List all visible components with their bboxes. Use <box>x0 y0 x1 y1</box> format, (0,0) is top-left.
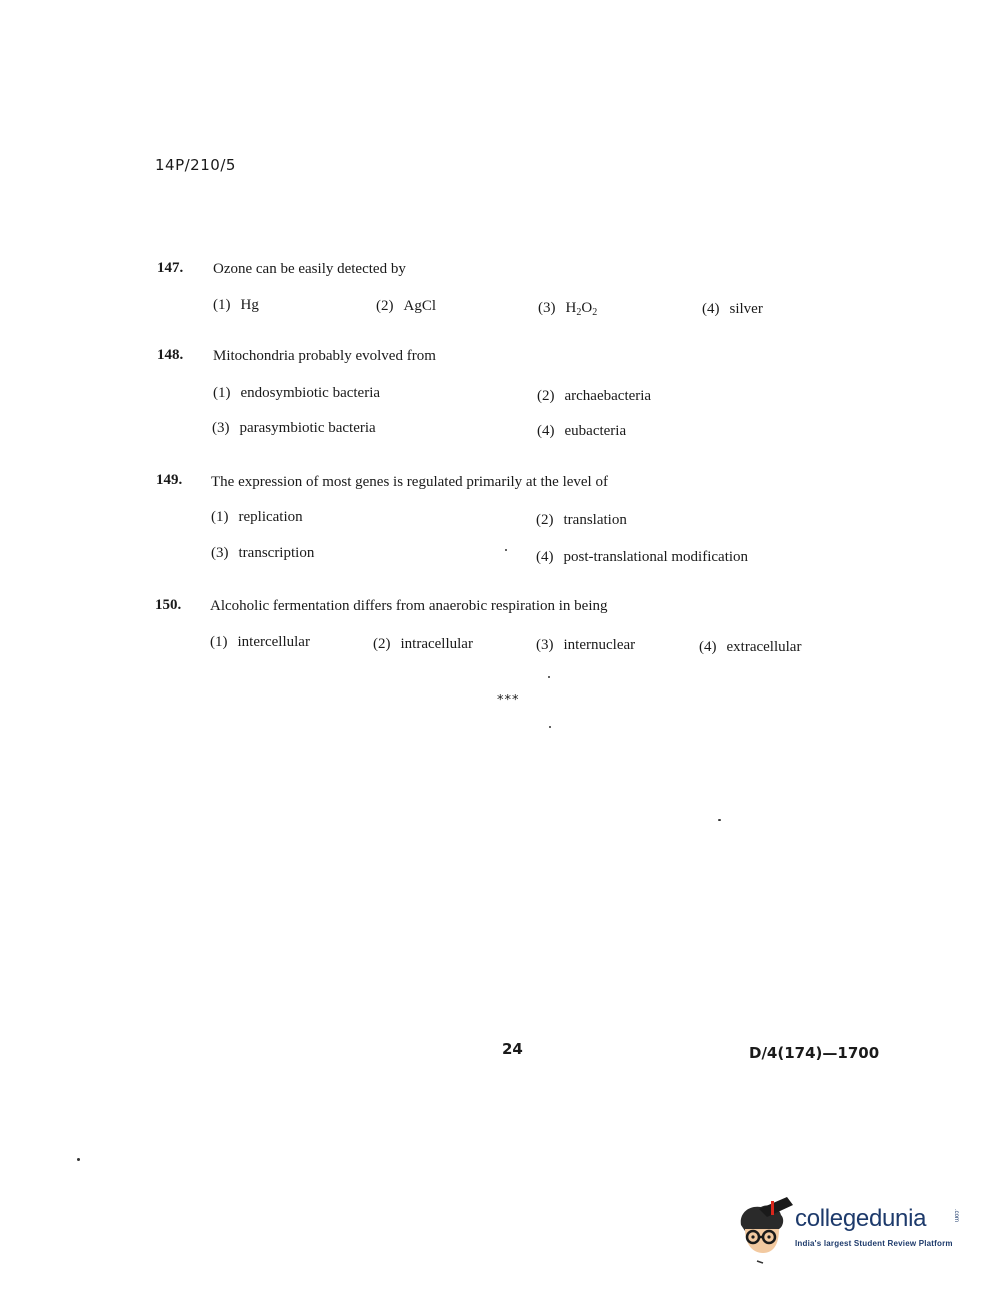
option-4: (4) eubacteria <box>537 423 627 439</box>
option-1: (1) Hg <box>213 297 259 313</box>
question-number: 148. <box>157 347 184 363</box>
option-3: (3) $H_2O_2$ <box>538 300 598 318</box>
option-1: (1) endosymbiotic bacteria <box>213 385 381 401</box>
question-number: 150. <box>155 597 182 613</box>
question-number: 147. <box>157 260 184 276</box>
question-text: Ozone can be easily detected by <box>213 261 406 277</box>
question-text: Alcoholic fermentation differs from anaerobic respiration in being <box>210 598 608 614</box>
scan-speck <box>549 726 551 728</box>
option-2: (2) translation <box>536 512 627 528</box>
question-text: The expression of most genes is regulated primarily at the level of <box>211 474 608 490</box>
option-3: (3) transcription <box>211 545 315 561</box>
option-2: (2) archaebacteria <box>537 388 652 404</box>
option-4: (4) silver <box>702 301 763 317</box>
scan-speck <box>548 676 550 678</box>
option-2: (2) intracellular <box>373 636 473 652</box>
logo-wordmark: collegedunia <box>795 1205 927 1232</box>
mascot-icon <box>735 1195 795 1267</box>
option-3: (3) internuclear <box>536 637 636 653</box>
h2o2-formula: $H_2O_2$ <box>565 300 598 318</box>
question-number: 149. <box>156 472 183 488</box>
question-text: Mitochondria probably evolved from <box>213 348 436 364</box>
option-2: (2) AgCl <box>376 298 437 314</box>
option-1: (1) replication <box>211 509 303 525</box>
option-3: (3) parasymbiotic bacteria <box>212 420 376 436</box>
scan-speck <box>77 1158 80 1161</box>
logo-tagline: India's largest Student Review Platform <box>795 1239 953 1248</box>
scan-speck <box>505 549 507 551</box>
end-of-section-marker: *** <box>497 693 520 708</box>
collegedunia-logo <box>735 1195 965 1270</box>
option-4: (4) extracellular <box>699 639 802 655</box>
footer-code: D/4(174)—1700 <box>749 1044 880 1062</box>
scan-speck <box>718 819 721 821</box>
logo-tld: .com <box>953 1209 959 1223</box>
option-1: (1) intercellular <box>210 634 310 650</box>
page-number: 24 <box>502 1040 523 1058</box>
option-4: (4) post-translational modification <box>536 549 749 565</box>
paper-code: 14P/210/5 <box>155 156 236 174</box>
